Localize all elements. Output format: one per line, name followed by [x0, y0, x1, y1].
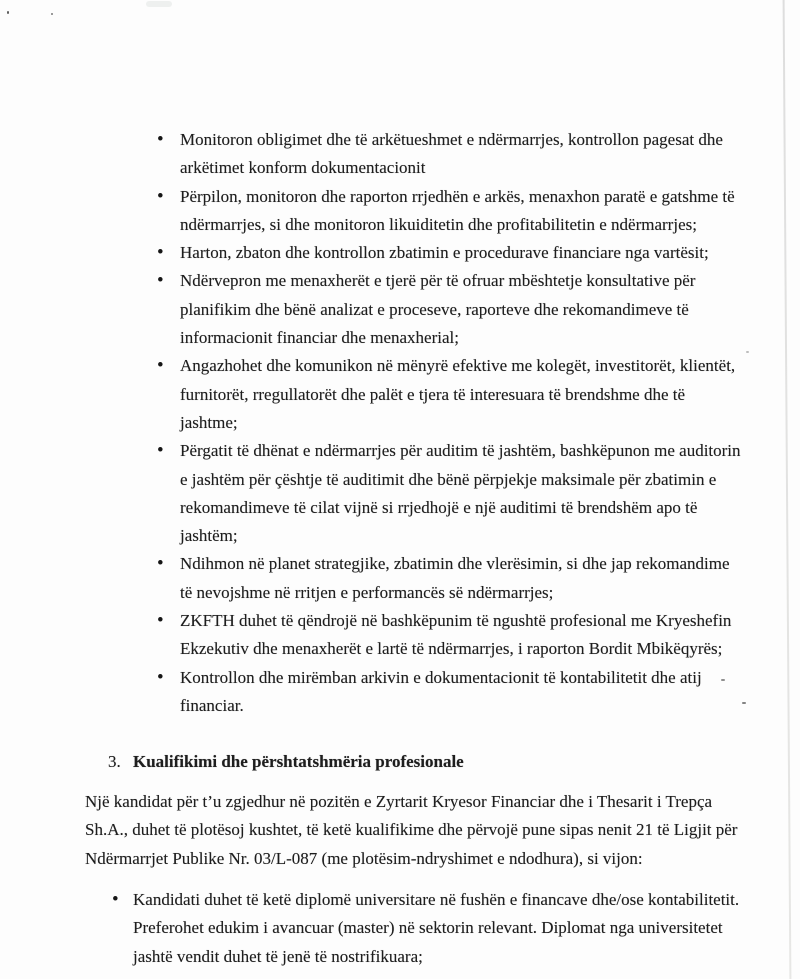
text-line: financiar. — [180, 695, 244, 715]
text-line: furnitorët, rregullatorët dhe palët e tjera të interesuara të brendshme dhe të — [180, 384, 686, 404]
list-item — [110, 886, 739, 971]
text-line: Preferohet edukim i avancuar (master) në sektorin relevant. Diplomat nga universitetet — [133, 918, 723, 938]
bullet-icon: • — [157, 129, 164, 150]
list-item — [155, 239, 741, 267]
text-line: Përpilon, monitoron dhe raporton rrjedhën e arkës, menaxhon paratë e gatshme të — [180, 186, 735, 206]
text-line: Kandidati duhet të ketë diplomë universitare në fushën e financave dhe/ose kontabilitetit. — [133, 890, 740, 909]
text-line: ndërmarrjes, si dhe monitoron likuiditetin dhe profitabilitetin e ndërmarrjes; — [180, 214, 697, 234]
heading-title: Kualifikimi dhe përshtatshmëria profesionale — [133, 752, 464, 771]
text-line: jashtë vendit duhet të jenë të nostrifikuara; — [133, 946, 423, 966]
bullet-icon: • — [157, 242, 164, 264]
scan-speck — [7, 11, 9, 14]
text-line: informacionit financiar dhe menaxherial; — [180, 328, 459, 348]
scan-speck — [746, 351, 749, 353]
bullet-icon: • — [157, 355, 164, 377]
scan-edge-line — [783, 0, 792, 979]
bullet-icon: • — [157, 553, 164, 575]
list-item — [155, 267, 741, 352]
text-line: Monitoron obligimet dhe të arkëtueshmet e ndërmarrjes, kontrollon pagesat dhe — [180, 130, 723, 149]
text-line: jashtme; — [180, 412, 238, 432]
text-line: Angazhohet dhe komunikon në mënyrë efektive me kolegët, investitorët, klientët, — [180, 356, 736, 376]
text-line: Harton, zbaton dhe kontrollon zbatimin e procedurave financiare nga vartësit; — [180, 243, 709, 263]
text-line: Sh.A., duhet të plotësoj kushtet, të ketë kualifikime dhe përvojë pune sipas nenit 21 të Ligjit për — [85, 820, 738, 840]
list-item — [155, 183, 741, 240]
qualifications-list — [110, 886, 739, 971]
bullet-icon: • — [157, 440, 164, 462]
text-line: arkëtimet konform dokumentacionit — [180, 158, 426, 178]
duties-list — [155, 126, 741, 720]
text-line: e jashtëm për çështje të auditimit dhe bënë përpjekje maksimale për zbatimin e — [180, 469, 717, 489]
text-line: Ekzekutiv dhe menaxherët e lartë të ndërmarrjes, i raporton Bordit Mbikëqyrës; — [180, 639, 723, 659]
scan-speck — [51, 13, 53, 15]
bullet-icon: • — [157, 185, 164, 207]
section-heading — [108, 748, 464, 776]
bullet-icon: • — [157, 270, 164, 292]
intro-paragraph — [85, 788, 737, 873]
text-line: jashtëm; — [180, 526, 238, 546]
text-line: Kontrollon dhe mirëmban arkivin e dokumentacionit të kontabilitetit dhe atij — [180, 667, 702, 687]
list-item — [155, 126, 741, 183]
list-item — [155, 437, 741, 550]
bullet-icon: • — [157, 610, 164, 632]
text-line: ZKFTH duhet të qëndrojë në bashkëpunim të ngushtë profesional me Kryeshefin — [180, 611, 732, 631]
text-line: Ndërmarrjet Publike Nr. 03/L-087 (me plotësim-ndryshimet e ndodhura), si vijon: — [85, 848, 643, 868]
text-line: Një kandidat për t’u zgjedhur në pozitën e Zyrtarit Kryesor Financiar dhe i Thesarit i Trepça — [85, 792, 713, 811]
bullet-icon: • — [157, 666, 164, 688]
list-item — [155, 664, 741, 721]
bullet-icon: • — [112, 889, 119, 910]
text-line: Ndihmon në planet strategjike, zbatimin dhe vlerësimin, si dhe jap rekomandime — [180, 554, 730, 574]
text-line: Ndërvepron me menaxherët e tjerë për të ofruar mbështetje konsultative për — [180, 271, 696, 291]
scan-speck — [146, 1, 172, 7]
list-item — [155, 607, 741, 664]
text-line: të nevojshme në rritjen e performancës së ndërmarrjes; — [180, 582, 554, 602]
list-item — [155, 352, 741, 437]
text-line: Përgatit të dhënat e ndërmarrjes për auditim të jashtëm, bashkëpunon me auditorin — [180, 441, 741, 461]
text-line: planifikim dhe bënë analizat e proceseve, raporteve dhe rekomandimeve të — [180, 299, 689, 319]
text-line: rekomandimeve të cilat vijnë si rrjedhojë e një auditimi të brendshëm apo të — [180, 497, 698, 517]
scan-speck — [742, 702, 746, 704]
list-item — [155, 550, 741, 607]
heading-number: 3. — [108, 752, 121, 771]
